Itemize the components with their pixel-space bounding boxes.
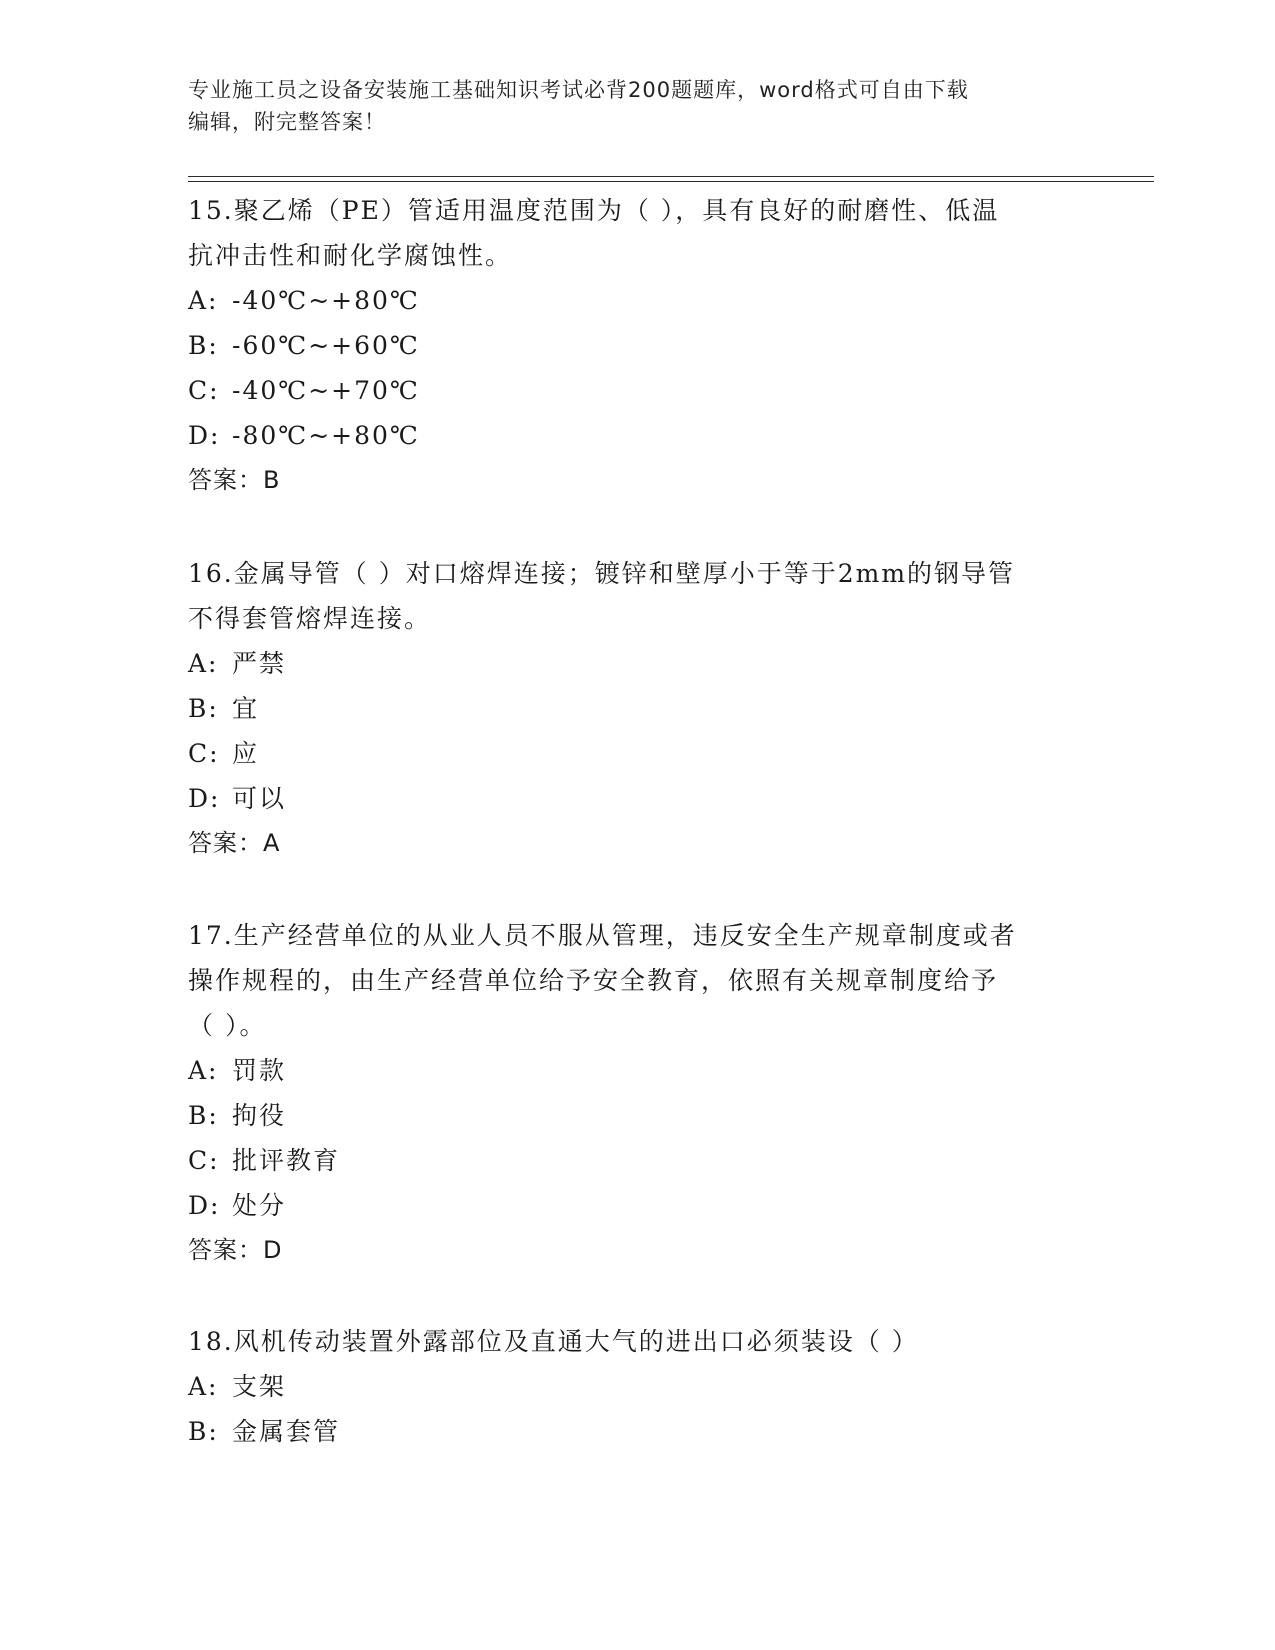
option-b [188, 686, 1068, 731]
question-15 [188, 188, 1068, 503]
option-text: 罚款 [232, 1056, 287, 1085]
option-text: 宜 [232, 694, 260, 723]
question-17 [188, 913, 1068, 1273]
answer-line: 答案：D [188, 1236, 283, 1264]
question-stem [188, 188, 1068, 278]
header-line-1: 专业施工员之设备安装施工基础知识考试必背200题题库，word格式可自由下载 [188, 78, 969, 102]
option-a [188, 1048, 1068, 1093]
option-c [188, 731, 1068, 776]
question-stem [188, 913, 1068, 1048]
document-header [188, 74, 1068, 138]
option-b [188, 1409, 1068, 1454]
question-stem [188, 551, 1068, 641]
answer-line: 答案：B [188, 466, 281, 494]
option-label: B: [188, 331, 219, 360]
stem-line: 16.金属导管（ ）对口熔焊连接；镀锌和壁厚小于等于2mm的钢导管 [188, 559, 1016, 588]
option-label: D: [188, 784, 221, 813]
option-text: 批评教育 [232, 1146, 341, 1175]
option-label: A: [188, 1056, 219, 1085]
option-d [188, 1183, 1068, 1228]
header-divider-bottom [188, 181, 1154, 182]
option-text: 处分 [232, 1191, 287, 1220]
question-18 [188, 1319, 1068, 1454]
option-label: C: [188, 739, 220, 768]
stem-line: 18.风机传动装置外露部位及直通大气的进出口必须装设（ ） [188, 1327, 919, 1356]
option-b [188, 1093, 1068, 1138]
option-c [188, 368, 1068, 413]
question-stem [188, 1319, 1068, 1364]
option-label: B: [188, 694, 219, 723]
option-a [188, 1364, 1068, 1409]
stem-line: 不得套管熔焊连接。 [188, 604, 432, 633]
option-label: D: [188, 1191, 221, 1220]
option-label: D: [188, 421, 221, 450]
header-line-2: 编辑，附完整答案！ [188, 110, 386, 134]
option-text: 应 [232, 739, 260, 768]
stem-line: 17.生产经营单位的从业人员不服从管理，违反安全生产规章制度或者 [188, 921, 1017, 950]
option-text: 严禁 [232, 649, 287, 678]
stem-line: 抗冲击性和耐化学腐蚀性。 [188, 241, 513, 270]
option-label: A: [188, 1372, 219, 1401]
stem-line: 操作规程的，由生产经营单位给予安全教育，依照有关规章制度给予 [188, 966, 999, 995]
option-text: -40℃~+80℃ [232, 286, 420, 315]
answer-line: 答案：A [188, 829, 281, 857]
header-divider-top [188, 176, 1154, 177]
option-a [188, 278, 1068, 323]
option-text: -40℃~+70℃ [232, 376, 420, 405]
stem-line: 15.聚乙烯（PE）管适用温度范围为（ ），具有良好的耐磨性、低温 [188, 196, 1000, 225]
stem-line: （ ）。 [188, 1011, 267, 1040]
option-d [188, 776, 1068, 821]
option-label: C: [188, 376, 220, 405]
option-b [188, 323, 1068, 368]
option-label: A: [188, 649, 219, 678]
option-text: -80℃~+80℃ [232, 421, 420, 450]
question-16 [188, 551, 1068, 866]
option-text: 可以 [232, 784, 287, 813]
option-text: 拘役 [232, 1101, 287, 1130]
option-text: 支架 [232, 1372, 287, 1401]
option-a [188, 641, 1068, 686]
option-label: A: [188, 286, 219, 315]
option-d [188, 413, 1068, 458]
option-text: 金属套管 [232, 1417, 341, 1446]
option-c [188, 1138, 1068, 1183]
option-label: B: [188, 1101, 219, 1130]
option-text: -60℃~+60℃ [232, 331, 420, 360]
option-label: B: [188, 1417, 219, 1446]
option-label: C: [188, 1146, 220, 1175]
